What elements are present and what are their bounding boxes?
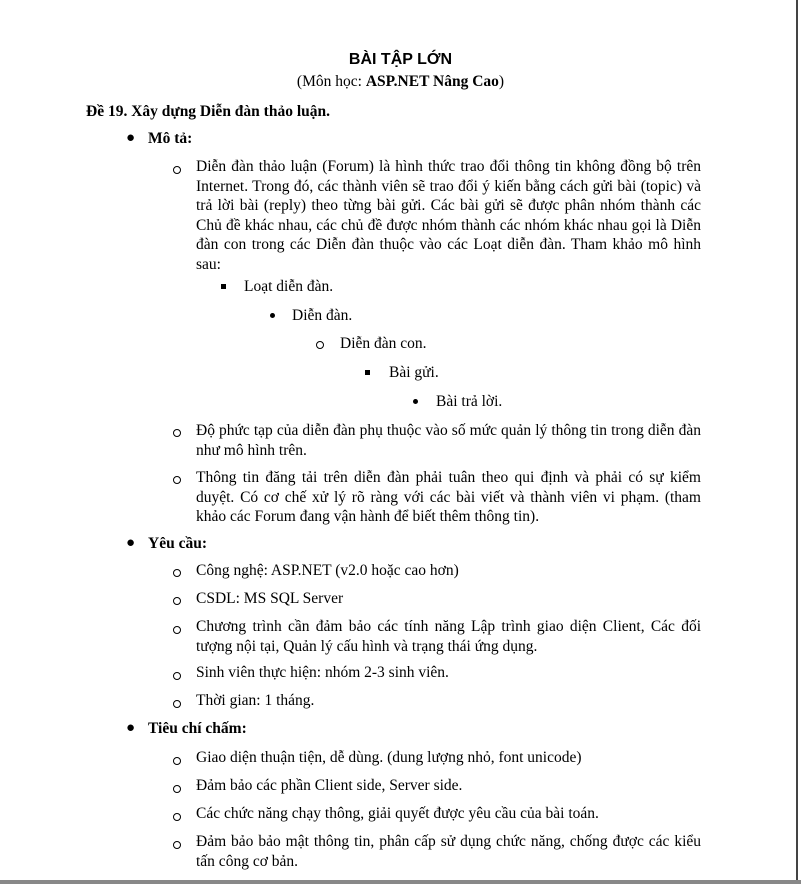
circle-bullet-icon: [173, 626, 181, 634]
bullet-icon: [413, 399, 418, 404]
requirement-item-3: Chương trình cần đảm bảo các tính năng Lập trình giao diện Client, Các đối tượng nội tại, Quản lý cấu hình và trạng thái ứng dụng.: [196, 618, 701, 655]
section-requirements-text: Yêu cầu:: [148, 535, 207, 552]
subtitle-suffix: ): [498, 73, 505, 90]
description-item-3: Thông tin đăng tải trên diễn đàn phải tuân theo qui định và phải có sự kiểm duyệt. Có cơ chế xử lý rõ ràng với các bài viết và thành viên vi phạm. (tham khảo các Forum đang vận hành để biết thêm thông tin).: [196, 469, 701, 525]
section-criteria-label: [126, 720, 247, 738]
square-bullet-icon: [221, 284, 226, 289]
section-description-text: Mô tả:: [148, 130, 193, 147]
circle-bullet-icon: [173, 672, 181, 680]
circle-bullet-icon: [173, 166, 181, 174]
hierarchy-level-2: Diễn đàn.: [292, 307, 353, 324]
bullet-icon: ●: [126, 130, 136, 146]
circle-bullet-icon: [173, 569, 181, 577]
criteria-item-1: Giao diện thuận tiện, dễ dùng. (dung lượng nhỏ, font unicode): [196, 749, 582, 766]
circle-bullet-icon: [173, 700, 181, 708]
square-bullet-icon: [365, 370, 370, 375]
description-item-1: Diễn đàn thảo luận (Forum) là hình thức trao đổi thông tin không đồng bộ trên Internet. Trong đó, các thành viên sẽ trao đổi ý kiến bằng cách gửi bài (topic) và trả lời bài (reply) theo từng bài gửi. Các bài gửi sẽ được phân nhóm thành các Chủ đề khác nhau, các chủ đề được nhóm thành các nhóm khác nhau gọi là Diễn đàn con trong các Diễn đàn thuộc vào các Loạt diễn đàn. Tham khảo mô hình sau:: [196, 158, 701, 273]
assignment-heading: Đề 19. Xây dựng Diễn đàn thảo luận.: [86, 103, 331, 120]
circle-bullet-icon: [173, 841, 181, 849]
hierarchy-level-4: Bài gửi.: [389, 364, 439, 381]
section-requirements-label: [126, 535, 207, 553]
description-item-2: Độ phức tạp của diễn đàn phụ thuộc vào số mức quản lý thông tin trong diễn đàn như mô hình trên.: [196, 422, 701, 459]
hierarchy-level-3: Diễn đàn con.: [340, 335, 427, 352]
circle-bullet-icon: [173, 785, 181, 793]
criteria-item-2: Đảm bảo các phần Client side, Server side.: [196, 777, 463, 794]
section-criteria-text: Tiêu chí chấm:: [148, 720, 247, 737]
subtitle-course: ASP.NET Nâng Cao: [365, 73, 499, 90]
document-title: BÀI TẬP LỚN: [348, 51, 453, 68]
circle-bullet-icon: [173, 429, 181, 437]
hierarchy-level-1: Loạt diễn đàn.: [244, 278, 334, 295]
requirement-item-1: Công nghệ: ASP.NET (v2.0 hoặc cao hơn): [196, 562, 459, 579]
criteria-item-4: Đảm bảo bảo mật thông tin, phân cấp sử dụng chức năng, chống được các kiểu tấn công cơ bản.: [196, 833, 701, 870]
requirement-item-4: Sinh viên thực hiện: nhóm 2-3 sinh viên.: [196, 664, 449, 681]
criteria-item-3: Các chức năng chạy thông, giải quyết được yêu cầu của bài toán.: [196, 805, 599, 822]
document-subtitle: [0, 73, 801, 91]
section-description-label: [126, 130, 193, 148]
circle-bullet-icon: [173, 757, 181, 765]
circle-bullet-icon: [173, 597, 181, 605]
bullet-icon: ●: [126, 720, 136, 736]
circle-bullet-icon: [173, 476, 181, 484]
bullet-icon: ●: [126, 535, 136, 551]
requirement-item-5: Thời gian: 1 tháng.: [196, 692, 315, 709]
circle-bullet-icon: [173, 813, 181, 821]
requirement-item-2: CSDL: MS SQL Server: [196, 590, 344, 607]
bullet-icon: [270, 313, 275, 318]
circle-bullet-icon: [316, 341, 324, 349]
page-edge-bottom: [0, 880, 801, 884]
hierarchy-level-5: Bài trả lời.: [436, 393, 503, 410]
page-edge-right: [796, 0, 798, 884]
subtitle-prefix: (Môn học:: [296, 73, 366, 90]
